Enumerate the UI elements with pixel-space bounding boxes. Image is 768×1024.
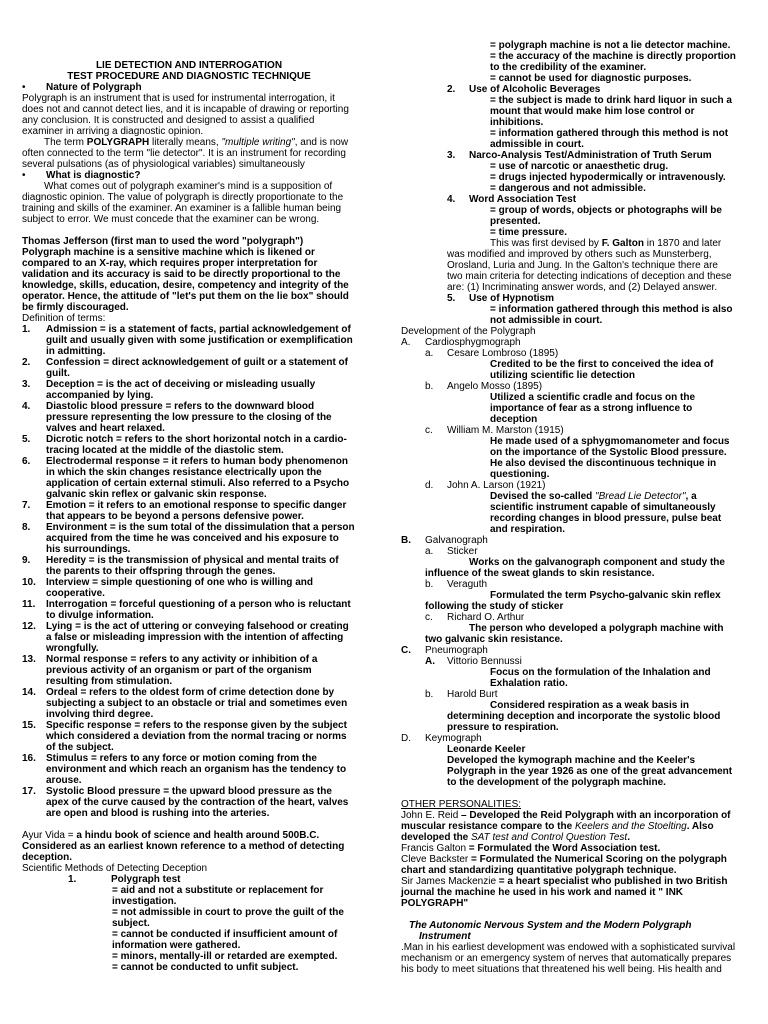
definition-number: 14.: [22, 687, 36, 698]
item-letter: b.: [425, 689, 434, 700]
definition-item: [22, 654, 356, 687]
item-name: Veraguth: [447, 579, 488, 590]
definition-text: Admission = is a statement of facts, partial acknowledgement of guilt and usually given with some justification or exemplification in admitting.: [46, 324, 353, 357]
document-subtitle: TEST PROCEDURE AND DIAGNOSTIC TECHNIQUE: [67, 71, 311, 82]
person-desc: = a heart specialist who published in two British journal the machine he used in his work and named it " INK POLYGRAPH": [401, 876, 728, 909]
definition-number: 5.: [22, 434, 31, 445]
definition-number: 6.: [22, 456, 31, 467]
methods-heading: Scientific Methods of Detecting Deception: [22, 863, 208, 874]
method-3-title: [401, 150, 736, 161]
desc-text: , a scientific instrument capable of simultaneously recording changes in blood pressure, pulse beat and respiration.: [490, 491, 722, 535]
dev-a-item-desc: He made used of a sphygmomanometer and focus on the importance of the Systolic Blood pressure. He also devised the discontinuous technique in questioning.: [490, 436, 730, 480]
dev-a-item-name: [401, 381, 736, 392]
definition-text: Environment = is the sum total of the dissimulation that a person acquired from the time he was conceived and his exposure to his surroundings.: [46, 522, 355, 555]
method-number: 5.: [447, 293, 456, 304]
method-5-items: [401, 304, 736, 326]
left-column: [22, 60, 356, 973]
definition-number: 10.: [22, 577, 36, 588]
definition-text: Ordeal = refers to the oldest form of crime detection done by subjecting a subject to an obstacle or trial and sometimes even involving third degree.: [46, 687, 348, 720]
item-name: Harold Burt: [447, 689, 498, 700]
dev-c-a-desc: Focus on the formulation of the Inhalation and Exhalation ratio.: [490, 667, 711, 689]
definition-text: Stimulus = refers to any force or motion coming from the environment and which reach an organism has the tendency to arouse.: [46, 753, 347, 786]
dev-a-items: [401, 348, 736, 480]
item-letter: c.: [425, 612, 433, 623]
method-detail-item: = drugs injected hypodermically or intravenously.: [490, 172, 726, 183]
ans-section-title-cont: Instrument: [419, 931, 471, 942]
item-letter: A.: [425, 656, 435, 667]
dev-b-a-name: [401, 546, 736, 557]
method-number: 2.: [447, 84, 456, 95]
dev-section-d: [401, 733, 736, 744]
dev-b-a-desc1: Works on the galvanograph component and study the: [469, 557, 725, 568]
jefferson-paragraph: Polygraph machine is a sensitive machine which is likened or compared to an X-ray, which requires proper interpretation for validation and its accuracy is said to be directly proportional to the knowledge, skills, education, desire, competency and integrity of the operator. Hence, the attitude of "let's put them on the lie box" should be firmly discouraged.: [22, 247, 349, 313]
method-detail-item: = cannot be conducted to unfit subject.: [112, 962, 299, 973]
dev-c-b-desc1: Considered respiration as a weak basis in: [490, 700, 689, 711]
term-text: The term: [44, 137, 87, 148]
dev-a-item-name: [401, 425, 736, 436]
definition-item: [22, 500, 356, 522]
term-italic: "multiple writing": [221, 137, 295, 148]
definition-text: Emotion = it refers to an emotional response to specific danger that appears to be beyond a persons defensive power.: [46, 500, 347, 522]
method-detail-item: = not admissible in court to prove the guilt of the subject.: [112, 907, 344, 929]
dev-b-b-desc1: Formulated the term Psycho-galvanic skin reflex: [490, 590, 721, 601]
galton-personality: [401, 843, 736, 854]
method-4-title: [401, 194, 736, 205]
definition-number: 8.: [22, 522, 31, 533]
method-detail-item: = information gathered through this method is not admissible in court.: [490, 128, 729, 150]
section-letter: C.: [401, 645, 411, 656]
definition-text: Diastolic blood pressure = refers to the downward blood pressure representing the low pressure to the closing of the valves and heart relaxed.: [46, 401, 332, 434]
backster-personality: [401, 854, 736, 876]
method-2-items: [401, 95, 736, 150]
definition-text: Interrogation = forceful questioning of a person who is reluctant to divulge information.: [46, 599, 351, 621]
galton-text: in 1870 and later was modified and improved by others such as Munsterberg, Orosland, Luria and Jung. In the Galton's technique there are two main criteria for detecting indications of deception and these are: (1) Incriminating answer words, and (2) Delayed answer.: [447, 238, 732, 293]
method-detail-item: = minors, mentally-ill or retarded are exempted.: [112, 951, 338, 962]
term-paragraph: [22, 137, 356, 170]
mackenzie-personality: [401, 876, 736, 909]
definition-item: [22, 357, 356, 379]
dev-c-b-desc2: determining deception and incorporate the systolic blood pressure to respiration.: [447, 711, 721, 733]
item-letter: d.: [425, 480, 434, 491]
definition-text: Deception = is the act of deceiving or misleading usually accompanied by lying.: [46, 379, 316, 401]
person-name: Francis Galton: [401, 843, 467, 854]
dev-b-b-desc2: following the study of sticker: [425, 601, 564, 612]
dev-a-d-desc: [401, 491, 736, 535]
person-desc: = Formulated the Word Association test.: [466, 843, 661, 854]
item-name: Angelo Mosso (1895): [447, 381, 543, 392]
development-heading: Development of the Polygraph: [401, 326, 536, 337]
item-name: Richard O. Arthur: [447, 612, 525, 623]
definitions-heading: Definition of terms:: [22, 313, 106, 324]
term-text: literally means,: [149, 137, 222, 148]
method-detail-item: = the subject is made to drink hard liquor in such a mount that would make him lose control or inhibitions.: [490, 95, 732, 128]
section-title: Cardiosphygmograph: [425, 337, 521, 348]
jefferson-heading: Thomas Jefferson (first man to used the word "polygraph"): [22, 236, 304, 247]
diagnostic-heading: • What is diagnostic?: [22, 170, 356, 181]
dev-a-item-desc: Utilized a scientific cradle and focus on the importance of fear as a strong influence to deception: [490, 392, 696, 425]
definition-number: 3.: [22, 379, 31, 390]
term-word: POLYGRAPH: [86, 137, 150, 148]
item-letter: b.: [425, 579, 434, 590]
item-letter: a.: [425, 546, 434, 557]
definition-number: 12.: [22, 621, 36, 632]
person-desc: = Formulated the Numerical Scoring on the polygraph chart and standardizing quantitative polygraph technique.: [401, 854, 727, 876]
reid-paragraph: [401, 810, 736, 843]
definition-item: [22, 434, 356, 456]
definition-text: Heredity = is the transmission of physical and mental traits of the parents to their offspring through the genes.: [46, 555, 339, 577]
definition-text: Dicrotic notch = refers to the short horizontal notch in a cardio-tracing located at the middle of the diastolic stem.: [46, 434, 347, 456]
section-letter: A.: [401, 337, 411, 348]
definition-number: 7.: [22, 500, 31, 511]
person-desc-italic: SAT test and Control Question Test: [471, 832, 628, 843]
method-1-items: [22, 885, 356, 973]
person-name: Sir James Mackenzie: [401, 876, 497, 887]
dev-d-desc: Developed the kymograph machine and the Keeler's Polygraph in the year 1926 as one of the great advancement to the development of the polygraph machine.: [447, 755, 733, 788]
definition-number: 15.: [22, 720, 36, 731]
nature-heading: • Nature of Polygraph: [22, 82, 356, 93]
dev-a-d-name: [401, 480, 736, 491]
dev-c-a-name: [401, 656, 736, 667]
definitions-list: [22, 324, 356, 819]
document-title: LIE DETECTION AND INTERROGATION: [95, 60, 283, 71]
method-detail-item: = the accuracy of the machine is directly proportion to the credibility of the examiner.: [490, 51, 736, 73]
item-name: Vittorio Bennussi: [447, 656, 522, 667]
definition-text: Specific response = refers to the response given by the subject which considered a deviation from the normal tracing or norms of the subject.: [46, 720, 347, 753]
dev-b-c-desc1: The person who developed a polygraph machine with: [469, 623, 724, 634]
method-title: Polygraph test: [111, 874, 181, 885]
dev-c-b-name: [401, 689, 736, 700]
method-5-title: [401, 293, 736, 304]
dev-b-a-desc2: influence of the sweat glands to skin resistance.: [425, 568, 655, 579]
method-number: 3.: [447, 150, 456, 161]
definition-item: [22, 786, 356, 819]
definition-number: 9.: [22, 555, 31, 566]
definition-text: Confession = direct acknowledgement of guilt or a statement of guilt.: [46, 357, 348, 379]
definition-number: 13.: [22, 654, 36, 665]
method-detail-item: = dangerous and not admissible.: [490, 183, 646, 194]
method-3-items: [401, 161, 736, 194]
person-desc: – Developed the Reid Polygraph with an incorporation of muscular resistance compare to the: [401, 810, 731, 832]
definition-item: [22, 621, 356, 654]
method-number: 1.: [68, 874, 77, 885]
definition-item: [22, 456, 356, 500]
method-detail-item: = cannot be used for diagnostic purposes.: [490, 73, 692, 84]
section-letter: D.: [401, 733, 411, 744]
definition-item: [22, 687, 356, 720]
definition-item: [22, 379, 356, 401]
method-2-title: [401, 84, 736, 95]
right-column: [401, 40, 736, 975]
method-1-title: [22, 874, 356, 885]
definition-item: [22, 522, 356, 555]
definition-text: Systolic Blood pressure = the upward blood pressure as the apex of the curve caused by the contraction of the heart, valves are open and blood is rushing into the arteries.: [46, 786, 349, 819]
galton-paragraph: [401, 238, 736, 293]
item-name: John A. Larson (1921): [447, 480, 546, 491]
desc-text: Devised the so-called: [490, 491, 596, 502]
definition-item: [22, 720, 356, 753]
definition-text: Interview = simple questioning of one who is willing and cooperative.: [46, 577, 313, 599]
person-desc-italic: Keelers and the Stoelting: [574, 821, 687, 832]
method-detail-item: = use of narcotic or anaesthetic drug.: [490, 161, 669, 172]
dev-b-c-desc2: two galvanic skin resistance.: [425, 634, 563, 645]
dev-d-name: Leonarde Keeler: [447, 744, 526, 755]
definition-item: [22, 401, 356, 434]
item-letter: c.: [425, 425, 433, 436]
method-detail-item: = group of words, objects or photographs will be presented.: [490, 205, 722, 227]
section-letter: B.: [401, 535, 411, 546]
definition-item: [22, 577, 356, 599]
item-letter: b.: [425, 381, 434, 392]
galton-name: F. Galton: [601, 238, 644, 249]
nature-paragraph: Polygraph is an instrument that is used for instrumental interrogation, it does not and cannot detect lies, and it is incapable of drawing or reporting any conclusion. It is constructed and designed to assist a qualified examiner in arriving a diagnostic opinion.: [22, 93, 349, 137]
method-title: Word Association Test: [469, 194, 577, 205]
definition-number: 4.: [22, 401, 31, 412]
method-number: 4.: [447, 194, 456, 205]
definition-number: 2.: [22, 357, 31, 368]
item-name: Cesare Lombroso (1895): [447, 348, 559, 359]
ayur-term: Ayur Vida =: [22, 830, 77, 841]
dev-section-a: [401, 337, 736, 348]
method-title: Use of Hypnotism: [469, 293, 555, 304]
dev-a-item-desc: Credited to be the first to conceived the idea of utilizing scientific lie detection: [490, 359, 714, 381]
dev-section-c: [401, 645, 736, 656]
item-name: Sticker: [447, 546, 478, 557]
section-title: Pneumograph: [425, 645, 488, 656]
definition-text: Electrodermal response = it refers to human body phenomenon in which the skin changes resistance electrically upon the application of certain external stimuli. Also referred to a Psycho galvanic skin reflex or galvanic skin response.: [46, 456, 350, 500]
polygraph-test-continued: [401, 40, 736, 84]
definition-item: [22, 555, 356, 577]
desc-italic: "Bread Lie Detector": [595, 491, 686, 502]
method-detail-item: = time pressure.: [490, 227, 567, 238]
dev-b-b-name: [401, 579, 736, 590]
definition-item: [22, 599, 356, 621]
method-detail-item: = information gathered through this method is also not admissible in court.: [490, 304, 733, 326]
item-name: William M. Marston (1915): [447, 425, 564, 436]
method-detail-item: = polygraph machine is not a lie detector machine.: [490, 40, 731, 51]
definition-number: 1.: [22, 324, 31, 335]
ayur-paragraph: [22, 830, 356, 863]
ayur-desc: a hindu book of science and health around 500B.C. Considered as an earliest known reference to a method of detecting deception.: [22, 830, 345, 863]
definition-item: [22, 753, 356, 786]
dev-section-b: [401, 535, 736, 546]
definition-text: Lying = is the act of uttering or conveying falsehood or creating a false or misleading impression with the intention of affecting wrongfully.: [46, 621, 349, 654]
method-detail-item: = aid and not a substitute or replacement for investigation.: [112, 885, 324, 907]
dev-a-item-name: [401, 348, 736, 359]
person-desc: .: [627, 832, 630, 843]
method-detail-item: = cannot be conducted if insufficient amount of information were gathered.: [112, 929, 338, 951]
definition-number: 16.: [22, 753, 36, 764]
definition-text: Normal response = refers to any activity or inhibition of a previous activity of an organism or part of the organism resulting from stimulation.: [46, 654, 318, 687]
section-title: Galvanograph: [425, 535, 488, 546]
method-title: Narco-Analysis Test/Administration of Truth Serum: [469, 150, 712, 161]
definition-number: 17.: [22, 786, 36, 797]
method-4-items: [401, 205, 736, 238]
definition-number: 11.: [22, 599, 36, 610]
term-text: , and is now often connected to the term "lie detector". It is an instrument for recording several pulsations (as of physiological variables) simultaneously: [22, 137, 349, 170]
definition-item: [22, 324, 356, 357]
galton-text: This was first devised by: [490, 238, 602, 249]
item-letter: a.: [425, 348, 434, 359]
other-personalities-heading: OTHER PERSONALITIES:: [401, 799, 522, 810]
person-desc: . Also developed the: [401, 821, 714, 843]
method-title: Use of Alcoholic Beverages: [469, 84, 601, 95]
dev-b-c-name: [401, 612, 736, 623]
person-name: John E. Reid: [401, 810, 459, 821]
diagnostic-paragraph: What comes out of polygraph examiner's mind is a supposition of diagnostic opinion. The value of polygraph is directly proportionate to the training and skills of the examiner. An examiner is a fallible human being subject to error. We must concede that the examiner can be wrong.: [22, 181, 344, 225]
person-name: Cleve Backster: [401, 854, 469, 865]
section-title: Keymograph: [425, 733, 482, 744]
ans-paragraph: .Man in his earliest development was endowed with a sophisticated survival mechanism or an emergency system of nerves that automatically prepares his body to meet situations that threatened his well being. His health and: [401, 942, 736, 975]
ans-section-title: The Autonomic Nervous System and the Modern Polygraph: [409, 920, 692, 931]
